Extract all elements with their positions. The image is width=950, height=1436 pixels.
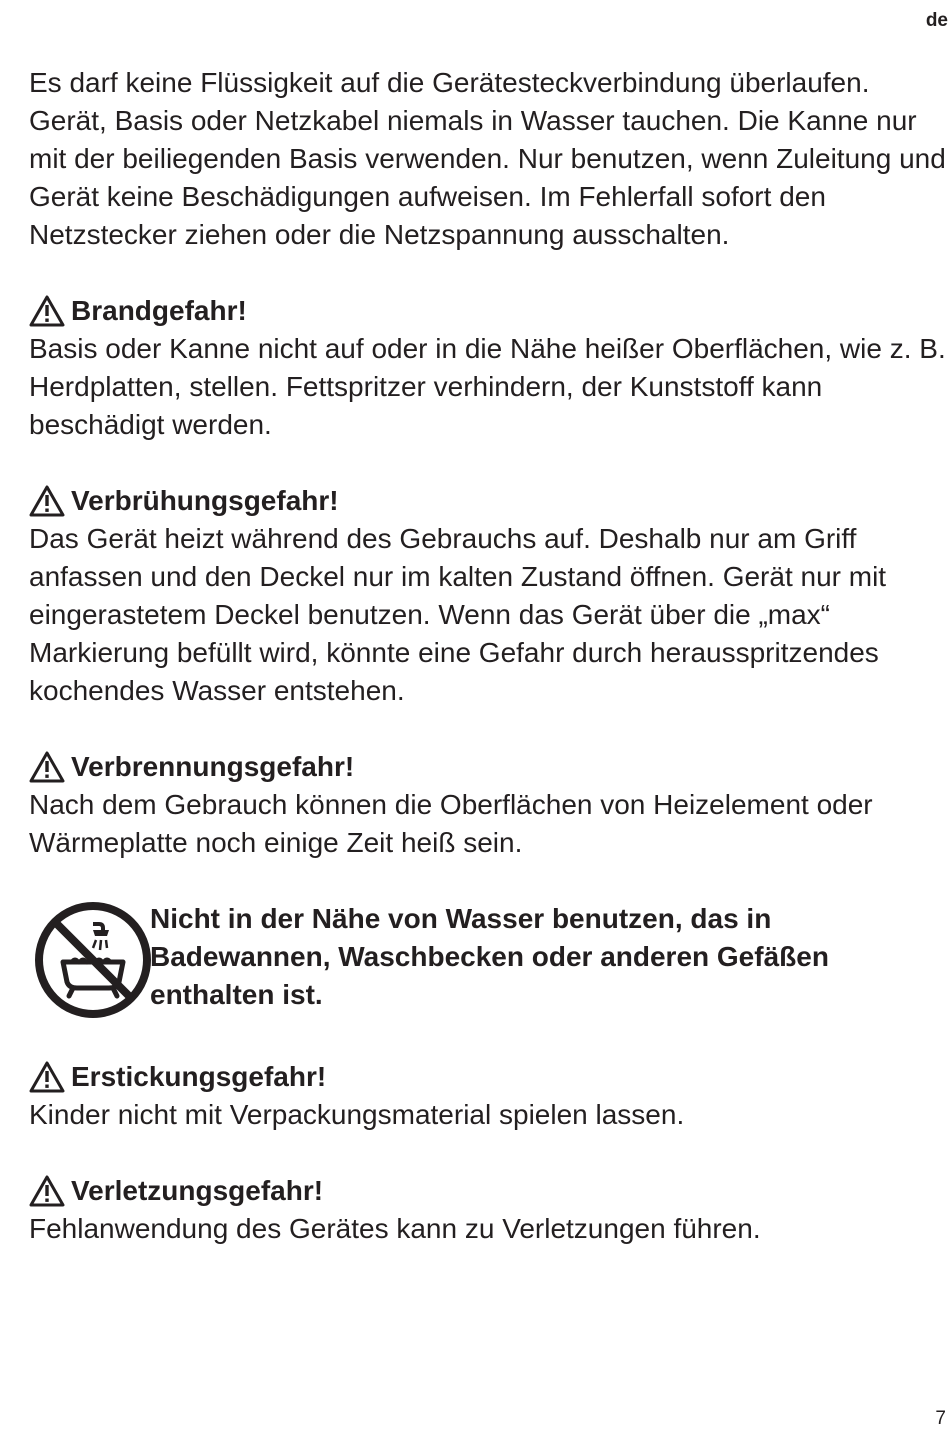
section-verbrennungsgefahr xyxy=(29,748,950,862)
water-warning-notice xyxy=(29,900,950,1020)
no-water-bath-icon xyxy=(33,900,153,1020)
warning-triangle-icon xyxy=(29,1061,65,1093)
warning-triangle-icon xyxy=(29,1175,65,1207)
warning-triangle-icon xyxy=(29,295,65,327)
page-content xyxy=(29,64,950,1248)
section-verletzungsgefahr xyxy=(29,1172,950,1248)
section-heading xyxy=(29,482,950,520)
section-title: Verbrennungsgefahr! xyxy=(71,751,355,782)
section-text: Nach dem Gebrauch können die Oberflächen von Heizelement oder Wärmeplatte noch einige Zeit heiß sein. xyxy=(29,789,873,858)
section-verbruehungsgefahr xyxy=(29,482,950,710)
section-heading xyxy=(29,292,950,330)
section-erstickungsgefahr xyxy=(29,1058,950,1134)
section-text: Das Gerät heizt während des Gebrauchs auf. Deshalb nur am Griff anfassen und den Deckel nur im kalten Zustand öffnen. Gerät nur mit eingerastetem Deckel benutzen. Wenn das Gerät über die „max“ Markierung befüllt wird, könnte eine Gefahr durch herausspritzendes kochendes Wasser entstehen. xyxy=(29,523,887,706)
language-tag: de xyxy=(925,10,948,31)
section-title: Verletzungsgefahr! xyxy=(71,1175,324,1206)
section-text: Fehlanwendung des Gerätes kann zu Verletzungen führen. xyxy=(29,1213,761,1244)
section-heading xyxy=(29,748,950,786)
section-title: Brandgefahr! xyxy=(71,295,247,326)
section-heading xyxy=(29,1172,950,1210)
notice-text: Nicht in der Nähe von Wasser benutzen, das in Badewannen, Waschbecken oder anderen Gefäßen enthalten ist. xyxy=(150,903,829,1010)
warning-triangle-icon xyxy=(29,751,65,783)
intro-paragraph: Es darf keine Flüssigkeit auf die Gerätesteckverbindung überlaufen. Gerät, Basis oder Netzkabel niemals in Wasser tauchen. Die Kanne nur mit der beiliegenden Basis verwenden. Nur benutzen, wenn Zuleitung und Gerät keine Beschädigungen aufweisen. Im Fehlerfall sofort den Netzstecker ziehen oder die Netzspannung ausschalten. xyxy=(29,67,946,250)
section-heading xyxy=(29,1058,950,1096)
page-number: 7 xyxy=(935,1408,946,1429)
section-text: Basis oder Kanne nicht auf oder in die Nähe heißer Oberflächen, wie z. B. Herdplatten, stellen. Fettspritzer verhindern, der Kunststoff kann beschädigt werden. xyxy=(29,333,946,440)
section-text: Kinder nicht mit Verpackungsmaterial spielen lassen. xyxy=(29,1099,685,1130)
section-brandgefahr xyxy=(29,292,950,444)
section-title: Verbrühungsgefahr! xyxy=(71,485,339,516)
section-title: Erstickungsgefahr! xyxy=(71,1061,327,1092)
warning-triangle-icon xyxy=(29,485,65,517)
